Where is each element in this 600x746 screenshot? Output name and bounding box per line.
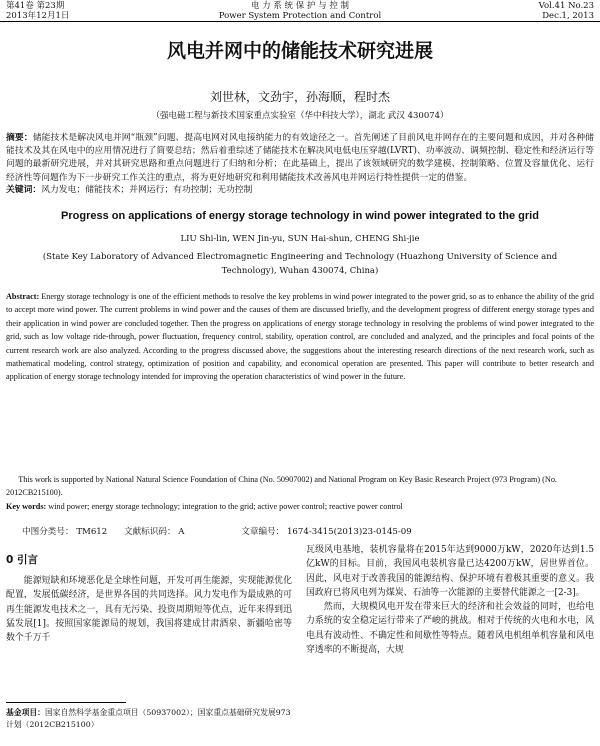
clc-label: 中图分类号： xyxy=(22,527,74,537)
body-column-left xyxy=(6,574,292,645)
doc-code-value: A xyxy=(178,527,185,537)
footnote-label: 基金项目： xyxy=(6,708,45,717)
classification-line xyxy=(22,525,592,537)
keywords-en-text: wind power; energy storage technology; integration to the grid; active power control; reactive power control xyxy=(48,502,403,511)
keywords-zh-text: 风力发电；储能技术；并网运行；有功控制；无功控制 xyxy=(41,185,253,195)
header-journal-en: Power System Protection and Control xyxy=(218,11,382,21)
paper-title-en: Progress on applications of energy storage technology in wind power integrated to the grid xyxy=(61,210,539,222)
abstract-zh xyxy=(6,132,594,185)
affiliation-zh: （强电磁工程与新技术国家重点实验室（华中科技大学），湖北 武汉 430074） xyxy=(151,111,449,121)
keywords-en xyxy=(6,502,594,511)
abstract-zh-label: 摘要： xyxy=(6,133,33,143)
clc-value: TM612 xyxy=(76,527,108,537)
authors-en: LIU Shi-lin, WEN Jin-yu, SUN Hai-shun, CHENG Shi-jie xyxy=(180,234,420,244)
funding-en: This work is supported by National Natural Science Foundation of China (No. 50907002) and National Program on Key Basic Research Project (973 Program) (No. 2012CB215100). xyxy=(6,475,557,498)
doc-code-label: 文献标识码： xyxy=(123,527,176,537)
authors-zh: 刘世林，文劲宇，孙海顺，程时杰 xyxy=(209,90,390,104)
body-column-right xyxy=(306,543,594,657)
article-no-value: 1674-3415(2013)23-0145-09 xyxy=(286,527,412,537)
header-vol-en: Vol.41 No.23 xyxy=(538,1,594,11)
abstract-en xyxy=(6,290,594,384)
keywords-en-label: Key words: xyxy=(6,502,47,511)
article-no-label: 文章编号： xyxy=(241,527,285,537)
running-header xyxy=(0,0,600,22)
footnote-funding xyxy=(6,707,292,730)
intro-paragraph-1: 能源短缺和环境恶化是全球性问题，开发可再生能源，实现能源优化配置，发展低碳经济，是世界各国的共同选择。风力发电作为最成熟的可再生能源发电技术之一，具有无污染、投资周期短等优点，近年来得到迅猛发展[1]。按照国家能源局的规划，我国将建成甘肃酒泉、新疆哈密等数个千万千 xyxy=(6,576,292,644)
intro-paragraph-1-cont: 瓦级风电基地，装机容量将在2015年达到9000万kW，2020年达到1.5亿kW的目标。目前，我国风电装机容量已达4200万kW，居世界首位。因此，风电对于改善我国的能源结构、保护环境有着极其重要的意义。我国政府已将风电列为煤炭、石油等一次能源的主要替代能源之一[2-3]。 xyxy=(306,545,594,598)
abstract-en-text: Energy storage technology is one of the efficient methods to resolve the key problems in wind power integrated to the power grid, so as to enhance the ability of the grid to accept more wind power. The current problems in wind power and the causes of them are discussed briefly, and the development progress of different energy storage types and their application in wind power are concluded together. Then the progress on applications of energy storage technology in resolving the problems of wind power integrated to the grid, such as low voltage ride-through, power fluctuation, frequency control, stability, operation control, are concluded and analyzed, and the principles and focal points of the current research work are also analyzed. According to the progress discussed above, the suggestions about the interesting research directions of the next research work, such as mathematical modeling, control strategy, optimization of position and capability, and economical operation are presented. This paper will contribute to better research and application of energy storage technology intended for improving the operation characteristics of wind power in the future. xyxy=(6,292,594,382)
paper-title-zh: 风电并网中的储能技术研究进展 xyxy=(166,40,433,62)
header-journal-zh: 电 力 系 统 保 护 与 控 制 xyxy=(250,1,350,11)
header-date-en: Dec.1, 2013 xyxy=(542,11,594,21)
footnote-rule xyxy=(6,702,126,703)
keywords-zh xyxy=(6,184,594,197)
header-volume-issue: 第41卷 第23期 xyxy=(6,1,65,11)
header-right xyxy=(539,1,594,21)
abstract-en-label: Abstract: xyxy=(6,292,40,301)
intro-paragraph-2: 然而，大规模风电开发在带来巨大的经济和社会效益的同时，也给电力系统的安全稳定运行带来了严峻的挑战。相对于传统的火电和水电，风电具有波动性、不确定性和间歇性等特点。随着风电机组单机容量和风电穿透率的不断提高，大规 xyxy=(306,602,594,656)
affiliation-en: (State Key Laboratory of Advanced Electromagnetic Engineering and Technology (Huazhong University of Science and Technology), Wuhan 430074, China) xyxy=(42,252,558,276)
header-date-zh: 2013年12月1日 xyxy=(6,11,70,21)
section-heading-intro: 0 引言 xyxy=(6,554,38,566)
keywords-zh-label: 关键词： xyxy=(6,185,42,195)
header-rule xyxy=(0,21,600,22)
footnote-text: 国家自然科学基金重点项目（50937002）；国家重点基础研究发展973计划（2012CB215100） xyxy=(6,708,291,729)
header-center xyxy=(0,1,600,21)
abstract-zh-text: 储能技术是解决风电并网“瓶颈”问题、提高电网对风电接纳能力的有效途径之一。首先阐述了目前风电并网存在的主要问题和成因，并对各种储能技术及其在风电中的应用情况进行了简要总结；然后着重综述了储能技术在解决风电低电压穿越(LVRT)、功率波动、调频控制、稳定性和经济运行等问题的最新研究进展，并对其研究思路和重点问题进行了归纳和分析；在此基础上，提出了该领域研究的数学建模、控制策略、位置及容量优化、运行经济性等问题作为下一步研究工作关注的重点，将为更好地研究和利用储能技术改善风电并网运行特性提供一定的借鉴。 xyxy=(6,133,594,183)
